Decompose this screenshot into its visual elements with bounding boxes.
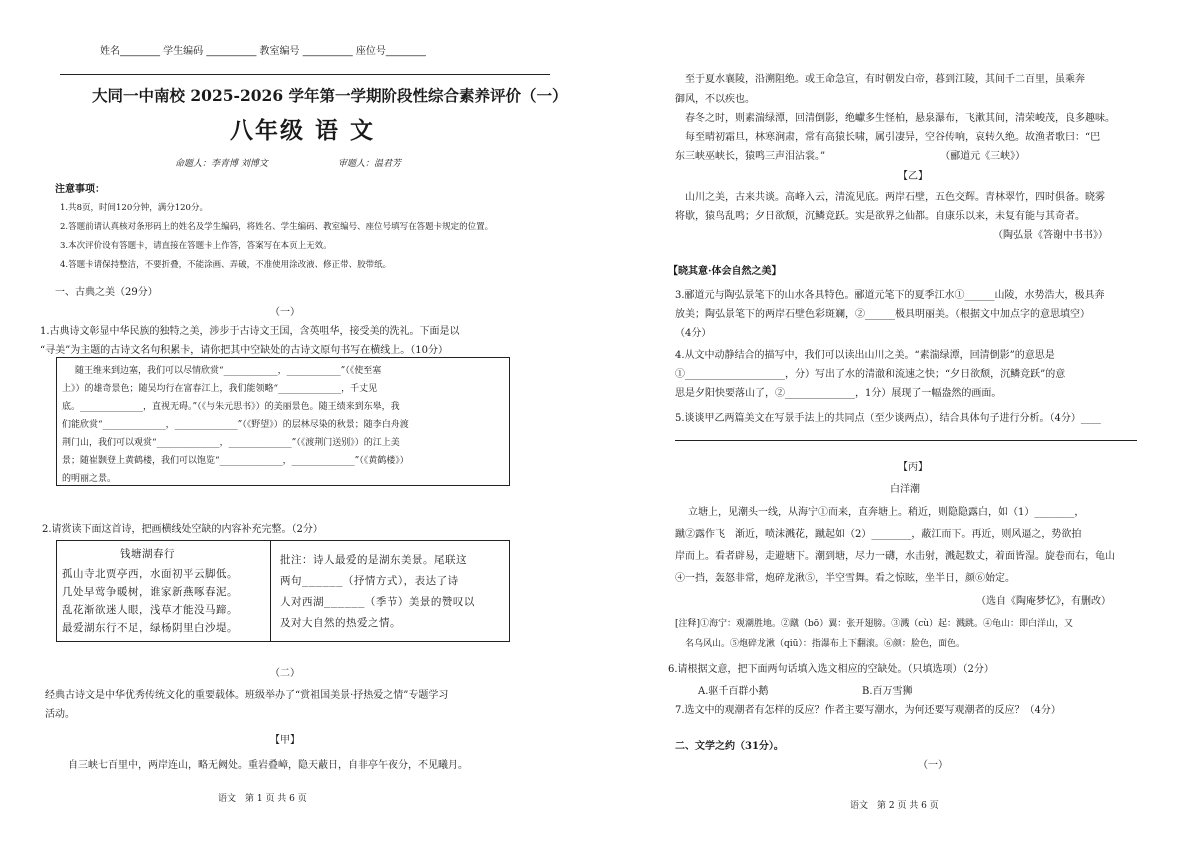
card-line-4: 们能欣赏“______________，______________”（《野望》）的层林尽染的秋景；随李白舟渡	[62, 420, 409, 430]
section2-heading: 二、文学之约（31分）。	[675, 741, 784, 752]
task-heading: 【晓其意·体会自然之美】	[668, 266, 782, 277]
footer-left: 语文 第 1 页 共 6 页	[218, 794, 307, 804]
poem-line-3: 乱花渐欲迷人眼，浅草才能没马蹄。	[62, 604, 238, 616]
page-right	[600, 0, 1200, 849]
q4-line-2: ①____________________，分）写出了水的清澈和流速之快；“夕日欲颓，沉鳞竞跃”的意	[675, 369, 1066, 380]
q5-prompt: 5.谈谈甲乙两篇美文在写景手法上的共同点（至少谈两点），结合具体句子进行分析。（4分）____	[675, 413, 1101, 424]
part2-label: （二）	[270, 668, 300, 679]
intro-line-1: 经典古诗文是中华优秀传统文化的重要载体。班级举办了“赏祖国美景·抒热爱之情”专题学习	[45, 690, 449, 701]
bing-source: （选自《陶庵梦忆》，有删改）	[976, 596, 1111, 607]
jia-cont-line-3: 春冬之时，则素湍绿潭，回清倒影，绝巘多生怪柏，悬泉瀑布，飞漱其间，清荣峻茂，良多趣味。	[685, 113, 1115, 124]
jia-text-line-1: 自三峡七百里中，两岸连山，略无阙处。重岩叠嶂，隐天蔽日，自非亭午夜分，不见曦月。	[68, 760, 468, 771]
jia-cont-line-4: 每至晴初霜旦，林寒涧肃，常有高猿长啸，属引凄异，空谷传响，哀转久绝。故渔者歌曰：“巴	[685, 132, 1101, 143]
poem-line-1: 孤山寺北贾亭西，水面初平云脚低。	[62, 568, 238, 580]
student-info-fields: 姓名________ 学生编码 __________ 教室编号 __________ 座位号________	[100, 46, 426, 57]
yi-text-line-2: 将歇，猿鸟乱鸣；夕日欲颓，沉鳞竞跃。实是欲界之仙都。自康乐以来，未复有能与其奇者。	[675, 211, 1085, 222]
yi-source: （陶弘景《答谢中书书》）	[993, 230, 1108, 241]
exam-title: 大同一中南校 2025-2026 学年第一学期阶段性综合素养评价（一）	[92, 86, 568, 105]
jia-cont-line-2: 御风，不以疾也。	[675, 94, 755, 105]
part1-label: （一）	[270, 307, 300, 318]
card-line-5: 荆门山，我们可以观赏“______________，______________”（《渡荆门送别》）的江上美	[62, 438, 400, 448]
reviewer-line: 审题人：温君芳	[338, 159, 402, 169]
footer-right: 语文 第 2 页 共 6 页	[850, 801, 939, 811]
q4-line-3: 思是夕阳快要落山了，②______________，1分）展现了一幅盎然的画面。	[675, 388, 1002, 399]
header-divider	[60, 74, 550, 75]
yi-label: 【乙】	[898, 171, 928, 182]
card-line-6: 景；随崔颢登上黄鹤楼，我们可以饱览“______________，______________”（《黄鹤楼》）	[62, 456, 409, 466]
q3-line-1: 3.郦道元与陶弘景笔下的山水各具特色。郦道元笔下的夏季江水①______山陵，水势浩大，极具奔	[675, 290, 1105, 301]
card-line-7: 的明丽之景。	[62, 474, 117, 484]
notes-item-1: 1.共8页，时间120分钟，满分120分。	[60, 203, 208, 213]
q1-line-2: “寻美”为主题的古诗文名句积累卡，请你把其中空缺处的古诗文原句书写在横线上。（10分）	[40, 345, 448, 356]
card-line-2: 上》）的雄奇景色；随吴均行在富春江上，我们能领略“______________，千丈见	[62, 384, 378, 394]
jia-cont-line-5: 东三峡巫峡长，猿鸣三声泪沾裳。” （郦道元《三峡》）	[675, 151, 1026, 162]
jia-label: 【甲】	[270, 735, 300, 746]
intro-line-2: 活动。	[45, 709, 75, 720]
setters-line: 命题人：李青博 刘博文	[175, 159, 268, 169]
q2-prompt: 2.请赏读下面这首诗，把画横线处空缺的内容补充完整。（2分）	[42, 524, 323, 535]
q7-prompt: 7.选文中的观潮者有怎样的反应？作者主要写潮水，为何还要写观潮者的反应？（4分）	[675, 705, 1061, 716]
comment-line-3: 人对西湖______（季节）美景的赞叹以	[280, 596, 475, 608]
notes-item-4: 4.答题卡请保持整洁，不要折叠，不能涂画、弄破，不准使用涂改液、修正带、胶带纸。	[60, 260, 392, 270]
q4-line-1: 4.从文中动静结合的描写中，我们可以读出山川之美。“素湍绿潭，回清倒影”的意思是	[675, 350, 1055, 361]
bing-line-4: ④一挡，轰怒非常，炮碎龙湫⑤，半空雪舞。看之惊眩，坐半日，颜⑥始定。	[675, 573, 1015, 584]
q6-option-a: A.驱千百群小鹅	[698, 686, 769, 697]
bing-line-3: 岸而上。看者辟易，走避塘下。潮到塘，尽力一礴，水击射，溅起数丈，着面皆湿。旋卷而右，龟山	[675, 551, 1115, 562]
poem-line-2: 几处早莺争暖树，谁家新燕啄春泥。	[62, 586, 238, 598]
q1-line-1: 1.古典诗文彰显中华民族的独特之美，涉步于古诗文王国，含英咀华，接受美的洗礼。下面是以	[40, 326, 460, 337]
bing-line-1: 立塘上，见潮头一线，从海宁①而来，直奔塘上。稍近，则隐隐露白，如（1）________，	[688, 507, 1085, 518]
q6-prompt: 6.请根据文意，把下面两句话填入选文相应的空缺处。（只填选项）（2分）	[668, 664, 994, 675]
exam-subject: 八年级 语 文	[230, 117, 376, 144]
notes-item-2: 2.答题前请认真核对条形码上的姓名及学生编码，将姓名、学生编码、教室编号、座位号填写在答题卡规定的位置。	[60, 222, 494, 232]
card-line-3: 底。______________，直视无碍。”（《与朱元思书》）的美丽景色。随王绩来到东皋，我	[62, 402, 400, 412]
q6-option-b: B.百万雪狮	[862, 686, 913, 697]
note-line-2: 名乌风山。⑤炮碎龙湫（qiū）：指瀑布上下翻滚。⑥颜：脸色，面色。	[685, 639, 965, 649]
q5-answer-line	[675, 440, 1137, 441]
card-line-1: 随王维来到边塞，我们可以尽情欣赏“____________，____________”（《使至塞	[75, 366, 382, 376]
note-line-1: [注释]①海宁：观潮胜地。②蹴（bō）翼：张开翅膀。③溅（cù）起：溅跳。④龟山：即白洋山，又	[675, 619, 1074, 629]
bing-label: 【丙】	[898, 462, 928, 473]
section1-heading: 一、古典之美（29分）	[55, 287, 158, 298]
poem-line-4: 最爱湖东行不足，绿杨阴里白沙堤。	[62, 622, 238, 634]
comment-line-2: 两句______（抒情方式），表达了诗	[280, 575, 459, 587]
bing-line-2: 蹴②露作飞 渐近，喷沫溅花，蹴起如（2）________，蔽江而下。再近，则风逼之，势欲拍	[675, 529, 1082, 540]
bing-title: 白洋潮	[890, 484, 920, 495]
notes-heading: 注意事项：	[55, 184, 105, 195]
q3-line-3: （4分）	[675, 328, 712, 339]
yi-text-line-1: 山川之美，古来共谈。高峰入云，清流见底。两岸石壁，五色交辉。青林翠竹，四时俱备。晓雾	[685, 192, 1105, 203]
notes-item-3: 3.本次评价设有答题卡，请直接在答题卡上作答，答案写在本页上无效。	[60, 241, 332, 251]
jia-cont-line-1: 至于夏水襄陵，沿溯阻绝。或王命急宣，有时朝发白帝，暮到江陵，其间千二百里，虽乘奔	[685, 74, 1085, 85]
comment-line-4: 及对大自然的热爱之情。	[280, 617, 401, 629]
poem-box-divider	[270, 540, 271, 641]
poem-title: 钱塘湖春行	[120, 548, 175, 560]
comment-line-1: 批注：诗人最爱的是湖东美景。尾联这	[280, 554, 467, 566]
q3-line-2: 放美；陶弘景笔下的两岸石壁色彩斑斓，②______极具明丽美。（根据文中加点字的意思填空）	[675, 309, 1090, 320]
section2-part1: （一）	[918, 760, 948, 771]
